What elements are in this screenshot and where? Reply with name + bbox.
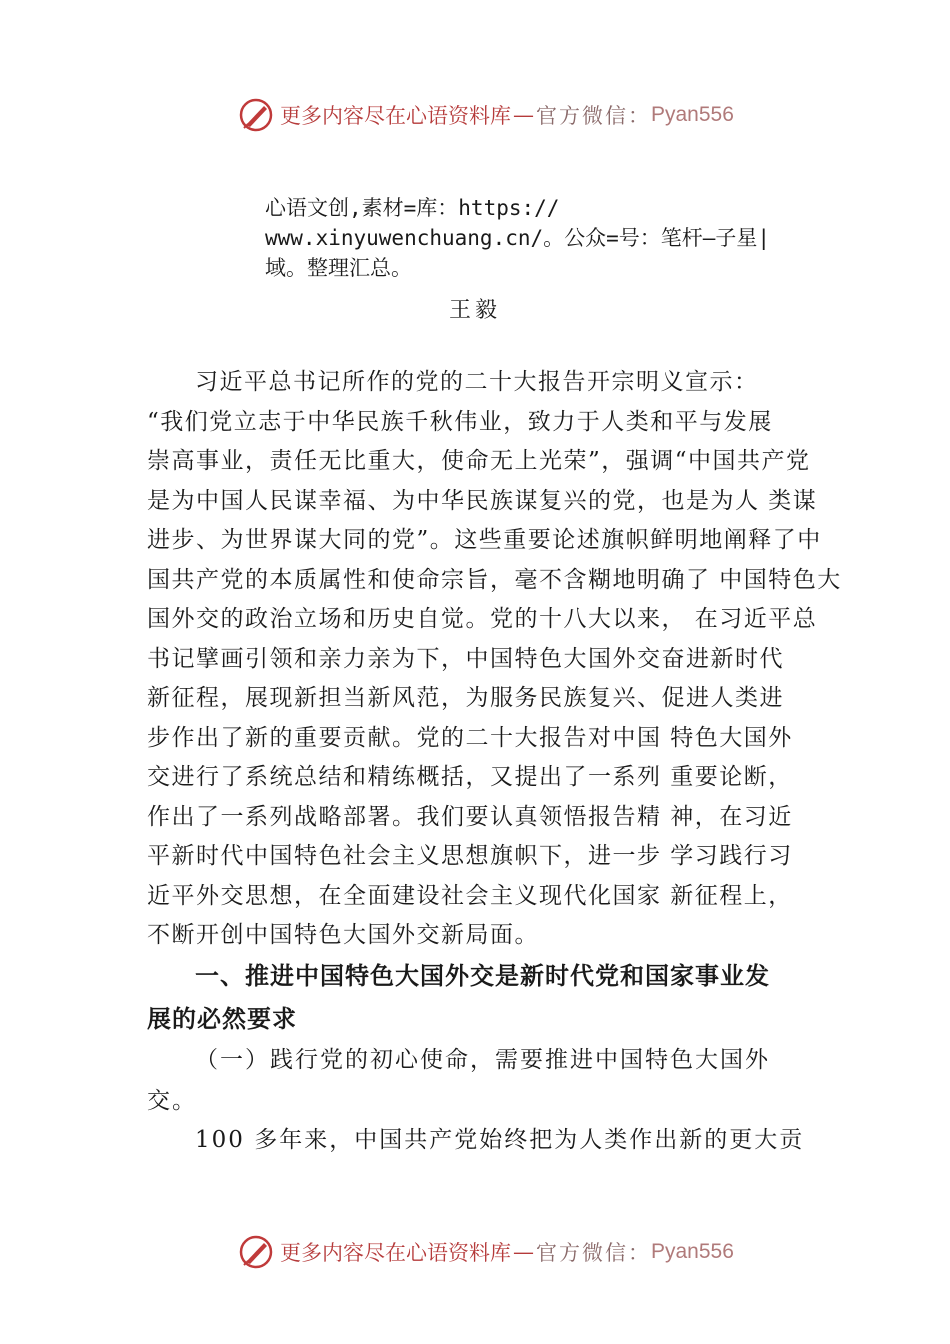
banner-wechat-label: 官方微信：	[536, 1241, 651, 1265]
source-line: 域。整理汇总。	[265, 256, 412, 280]
body-line: 作出了一系列战略部署。我们要认真领悟报告精 神，在习近	[147, 803, 793, 830]
section-heading-1	[147, 955, 837, 1041]
quill-logo-icon	[238, 97, 274, 133]
body-line: 崇高事业，责任无比重大，使命无上光荣”，强调“中国共产党	[147, 448, 811, 474]
body-line: 步作出了新的重要贡献。党的二十大报告对中国 特色大国外	[147, 724, 793, 751]
body-line: 习近平总书记所作的党的二十大报告开宗明义宣示：	[195, 369, 759, 395]
subsection-heading	[147, 1040, 837, 1122]
banner-wechat-id: Pyan556	[651, 103, 734, 126]
source-line: 心语文创,素材=库：https://	[265, 196, 560, 220]
header-banner	[238, 95, 758, 135]
body-paragraph	[147, 363, 842, 956]
body-line: 近平外交思想，在全面建设社会主义现代化国家 新征程上，	[147, 882, 793, 909]
author-name: 王毅	[448, 298, 501, 323]
banner-wechat-label: 官方微信：	[536, 104, 651, 128]
banner-wechat-id: Pyan556	[651, 1240, 734, 1263]
heading-line: 交。	[147, 1088, 197, 1114]
heading-line: 一、推进中国特色大国外交是新时代党和国家事业发	[195, 962, 770, 990]
body-line: 进步、为世界谋大同的党”。这些重要论述旗帜鲜明地阐释了中	[147, 527, 822, 553]
quill-logo-icon	[238, 1234, 274, 1270]
source-note	[265, 193, 825, 283]
body-line: 不断开创中国特色大国外交新局面。	[147, 922, 539, 948]
heading-line: 展的必然要求	[147, 1005, 297, 1033]
paragraph-line: 100 多年来，中国共产党始终把为人类作出新的更大贡	[195, 1127, 805, 1153]
footer-banner	[238, 1232, 758, 1272]
source-line: www.xinyuwenchuang.cn/。公众=号：笔杆—子星|	[265, 226, 771, 250]
body-line: 交进行了系统总结和精练概括，又提出了一系列 重要论断，	[147, 764, 793, 790]
banner-separator: —	[513, 103, 534, 127]
banner-text: 更多内容尽在心语资料库	[280, 1241, 511, 1265]
body-line: 国外交的政治立场和历史自觉。党的十八大以来， 在习近平总	[147, 606, 818, 632]
body-line: 国共产党的本质属性和使命宗旨，毫不含糊地明确了 中国特色大	[147, 566, 842, 593]
heading-line: （一）践行党的初心使命，需要推进中国特色大国外	[195, 1047, 770, 1073]
banner-separator: —	[513, 1240, 534, 1264]
body-line: 书记擘画引领和亲力亲为下，中国特色大国外交奋进新时代	[147, 645, 784, 672]
body-line: “我们党立志于中华民族千秋伟业，致力于人类和平与发展	[147, 408, 773, 435]
banner-text: 更多内容尽在心语资料库	[280, 104, 511, 128]
body-line: 新征程，展现新担当新风范，为服务民族复兴、促进人类进	[147, 685, 784, 711]
body-line: 是为中国人民谋幸福、为中华民族谋复兴的党，也是为人 类谋	[147, 487, 818, 514]
body-line: 平新时代中国特色社会主义思想旗帜下，进一步 学习践行习	[147, 843, 793, 869]
